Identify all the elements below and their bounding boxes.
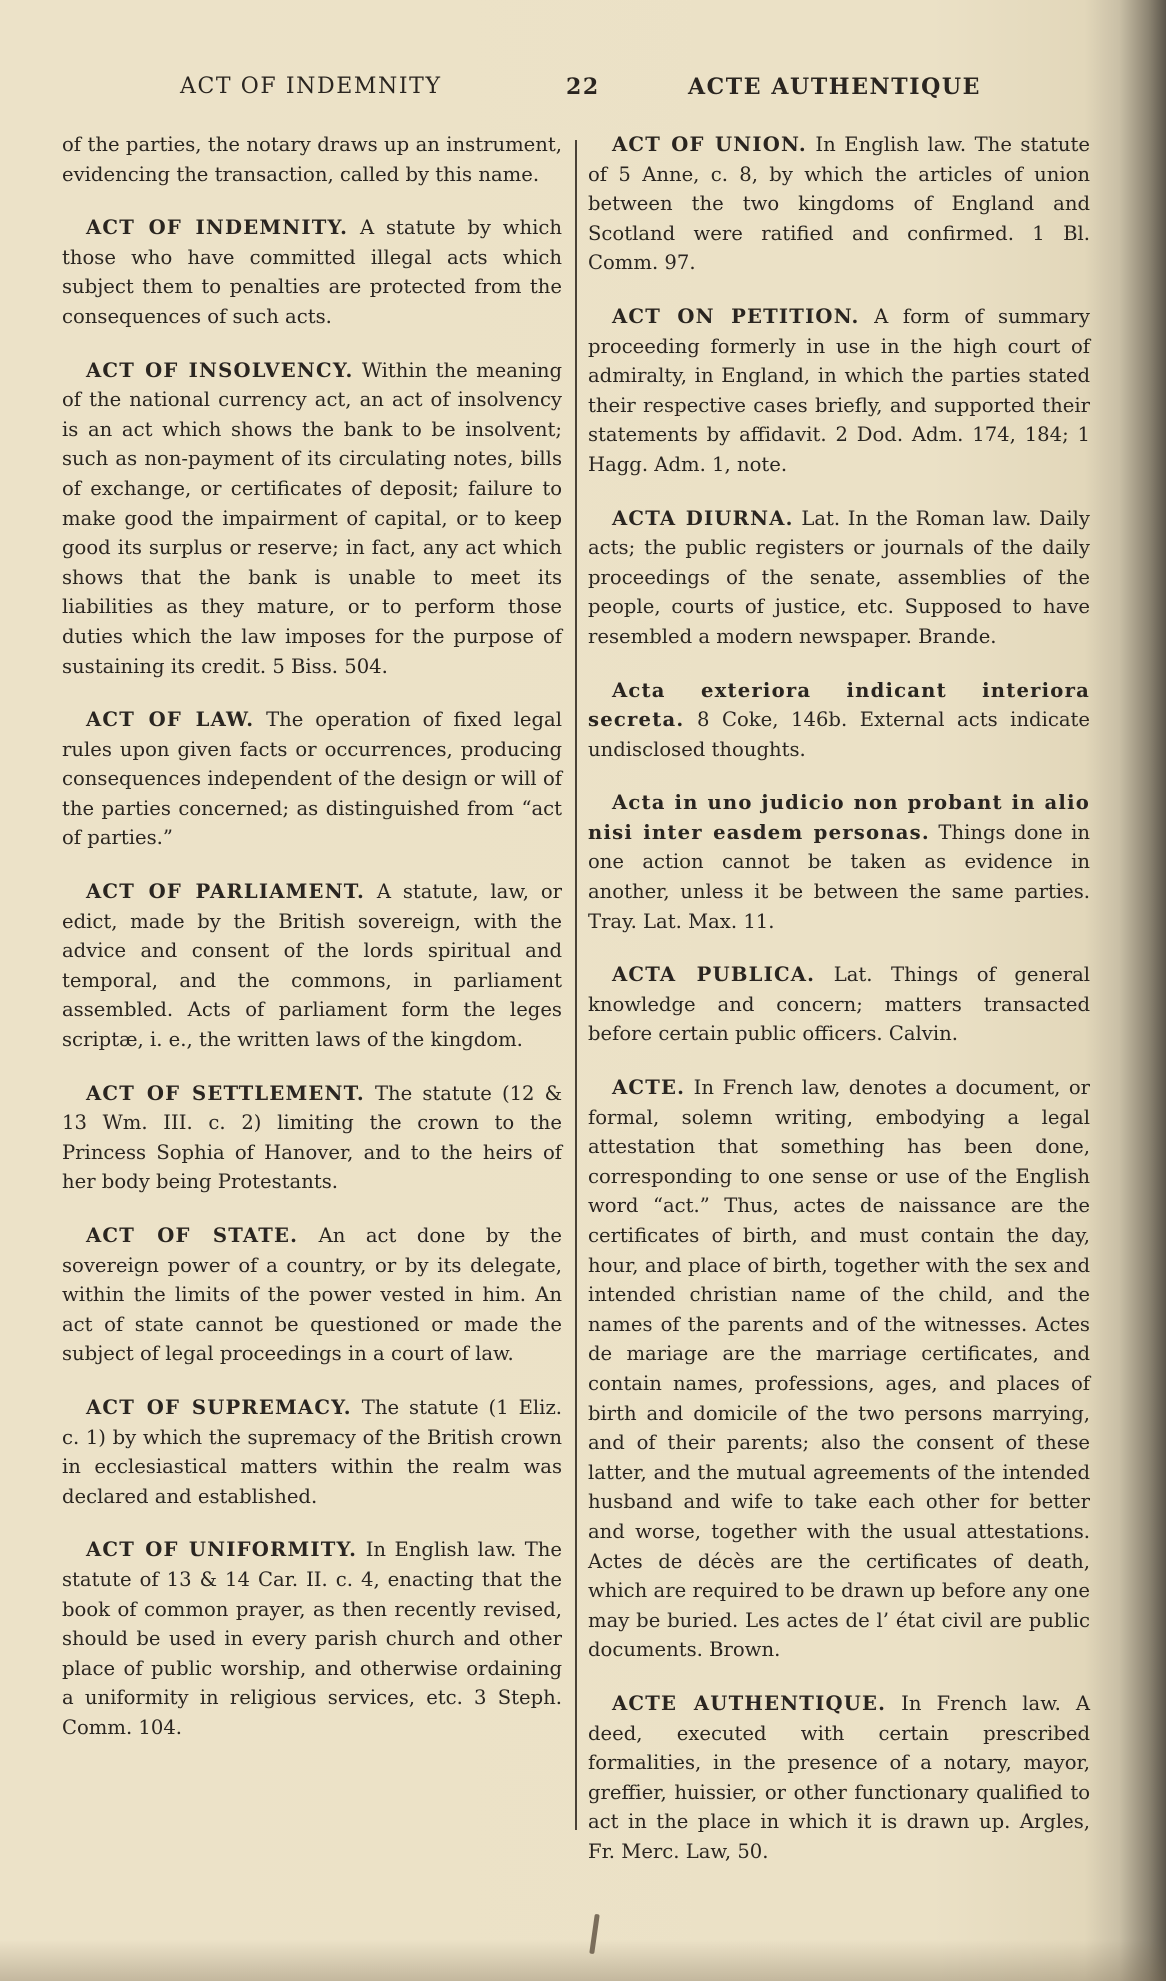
entry-text: In English law. The statute of 13 & 14 Car. II. c. 4, enacting that the book of common prayer, as then recently revised, should be used in every parish church and other place of public worship, and otherwise ordaining a uniformity in religious services, etc. 3 Steph. Comm. 104. xyxy=(62,1538,563,1739)
entry-headword: ACT OF INDEMNITY. xyxy=(86,216,349,240)
entry-act-of-uniformity xyxy=(62,1535,562,1742)
entry-headword: ACT ON PETITION. xyxy=(612,304,860,328)
entry-act-of-indemnity xyxy=(62,213,562,331)
entry-text: In French law. A deed, executed with certain prescribed formalities, in the presence of a notary, mayor, greffier, huissier, or other functionary qualified to act in the place in which it is drawn up. Argles, Fr. Merc. Law, 50. xyxy=(588,1691,1090,1863)
right-column xyxy=(588,130,1090,1890)
entry-acta-publica xyxy=(588,960,1090,1049)
entry-act-of-law xyxy=(62,705,562,853)
entry-act-of-settlement xyxy=(62,1079,562,1197)
entry-acte xyxy=(588,1073,1090,1665)
entry-act-of-state xyxy=(62,1221,562,1369)
entry-text: A form of summary proceeding formerly in use in the high court of admiralty, in England, in which the parties stated their respective cases briefly, and supported their statements by affidavit. 2 Dod. Adm. 174, 184; 1 Hagg. Adm. 1, note. xyxy=(588,304,1090,476)
entry-headword: ACTE AUTHENTIQUE. xyxy=(612,1691,887,1715)
entry-act-of-supremacy xyxy=(62,1393,562,1511)
entry-headword: ACT OF SUPREMACY. xyxy=(86,1395,352,1419)
entry-act-of-parliament xyxy=(62,877,562,1055)
column-divider xyxy=(575,140,577,1830)
running-head-right: ACTE AUTHENTIQUE xyxy=(688,74,982,100)
entry-acta-in-uno-judicio xyxy=(588,788,1090,936)
running-head-left: ACT OF INDEMNITY xyxy=(180,74,442,99)
entry-continuation xyxy=(62,130,562,189)
left-column xyxy=(62,130,562,1767)
page-number: 22 xyxy=(566,74,600,100)
entry-text: Lat. In the Roman law. Daily acts; the public registers or journals of the daily proceedings of the senate, assemblies of the people, courts of justice, etc. Supposed to have resembled a modern newspaper. Brande. xyxy=(588,506,1090,648)
entry-text: 8 Coke, 146b. External acts indicate undisclosed thoughts. xyxy=(588,708,1090,761)
entry-headword: ACTA PUBLICA. xyxy=(612,963,816,987)
entry-text: Lat. Things of general knowledge and concern; matters transacted before certain public officers. Calvin. xyxy=(588,963,1091,1046)
entry-text: A statute, law, or edict, made by the British sovereign, with the advice and consent of the lords spiritual and temporal, and the commons, in parliament assembled. Acts of parliament form the leges scriptæ, i. e., the written laws of the kingdom. xyxy=(62,880,562,1052)
entry-headword: ACT OF INSOLVENCY. xyxy=(86,358,354,382)
entry-headword: ACTE. xyxy=(612,1076,686,1100)
entry-headword: ACT OF UNIFORMITY. xyxy=(86,1538,358,1562)
entry-acte-authentique xyxy=(588,1689,1090,1867)
entry-text: The statute (1 Eliz. c. 1) by which the supremacy of the British crown in ecclesiastical matters within the realm was declared and established. xyxy=(62,1395,563,1508)
entry-headword: Acta in uno judicio non probant in alio nisi inter easdem personas. xyxy=(588,791,1090,844)
entry-act-of-insolvency xyxy=(62,356,562,682)
entry-act-on-petition xyxy=(588,302,1090,480)
entry-headword: ACT OF SETTLEMENT. xyxy=(86,1081,365,1105)
entry-acta-diurna xyxy=(588,504,1090,652)
entry-headword: ACT OF UNION. xyxy=(612,133,807,156)
entry-text: An act done by the sovereign power of a country, or by its delegate, within the limits of the power vested in him. An act of state cannot be questioned or made the subject of legal proceedings in a court of law. xyxy=(62,1224,562,1366)
entry-headword: Acta exteriora indicant interiora secreta. xyxy=(588,678,1090,732)
entry-headword: ACTA DIURNA. xyxy=(612,506,794,530)
entry-text: The operation of fixed legal rules upon given facts or occurrences, producing consequences independent of the design or will of the parties concerned; as distinguished from “act of parties.” xyxy=(62,708,562,850)
entry-text: In English law. The statute of 5 Anne, c. 8, by which the articles of union between the two kingdoms of England and Scotland were ratified and confirmed. 1 Bl. Comm. 97. xyxy=(588,133,1090,275)
entry-text: The statute (12 & 13 Wm. III. c. 2) limiting the crown to the Princess Sophia of Hanover, and to the heirs of her body being Protestants. xyxy=(62,1081,563,1194)
entry-text: In French law, denotes a document, or formal, solemn writing, embodying a legal attestation that something has been done, corresponding to one sense or use of the English word “act.” Thus, actes de naissance are the certificates of birth, and must contain the day, hour, and place of birth, together with the sex and intended christian name of the child, and the names of the parents and of the witnesses. Actes de mariage are the marriage certificates, and contain names, professions, ages, and places of birth and domicile of the two persons marrying, and of their parents; also the consent of these latter, and the mutual agreements of the intended husband and wife to take each other for better and worse, together with the usual attestations. Actes de décès are the certificates of death, which are required to be drawn up before any one may be buried. Les actes de l’ état civil are public documents. Brown. xyxy=(588,1076,1090,1662)
entry-text: A statute by which those who have committed illegal acts which subject them to penalties are protected from the consequences of such acts. xyxy=(62,216,562,328)
entry-text: of the parties, the notary draws up an instrument, evidencing the transaction, called by this name. xyxy=(62,133,562,186)
entry-act-of-union xyxy=(588,130,1090,278)
entry-headword: ACT OF LAW. xyxy=(86,708,255,732)
entry-headword: ACT OF STATE. xyxy=(86,1224,299,1247)
entry-text: Things done in one action cannot be taken as evidence in another, unless it be between the same parties. Tray. Lat. Max. 11. xyxy=(588,820,1090,933)
entry-acta-exteriora xyxy=(588,676,1090,765)
entry-text: Within the meaning of the national currency act, an act of insolvency is an act which shows the bank to be insolvent; such as non-payment of its circulating notes, bills of exchange, or certificates of deposit; failure to make good the impairment of capital, or to keep good its surplus or reserve; in fact, any act which shows that the bank is unable to meet its liabilities as they mature, or to perform those duties which the law imposes for the purpose of sustaining its credit. 5 Biss. 504. xyxy=(62,358,563,678)
entry-headword: ACT OF PARLIAMENT. xyxy=(86,880,366,904)
page-bottom-shadow xyxy=(0,1940,1166,1981)
